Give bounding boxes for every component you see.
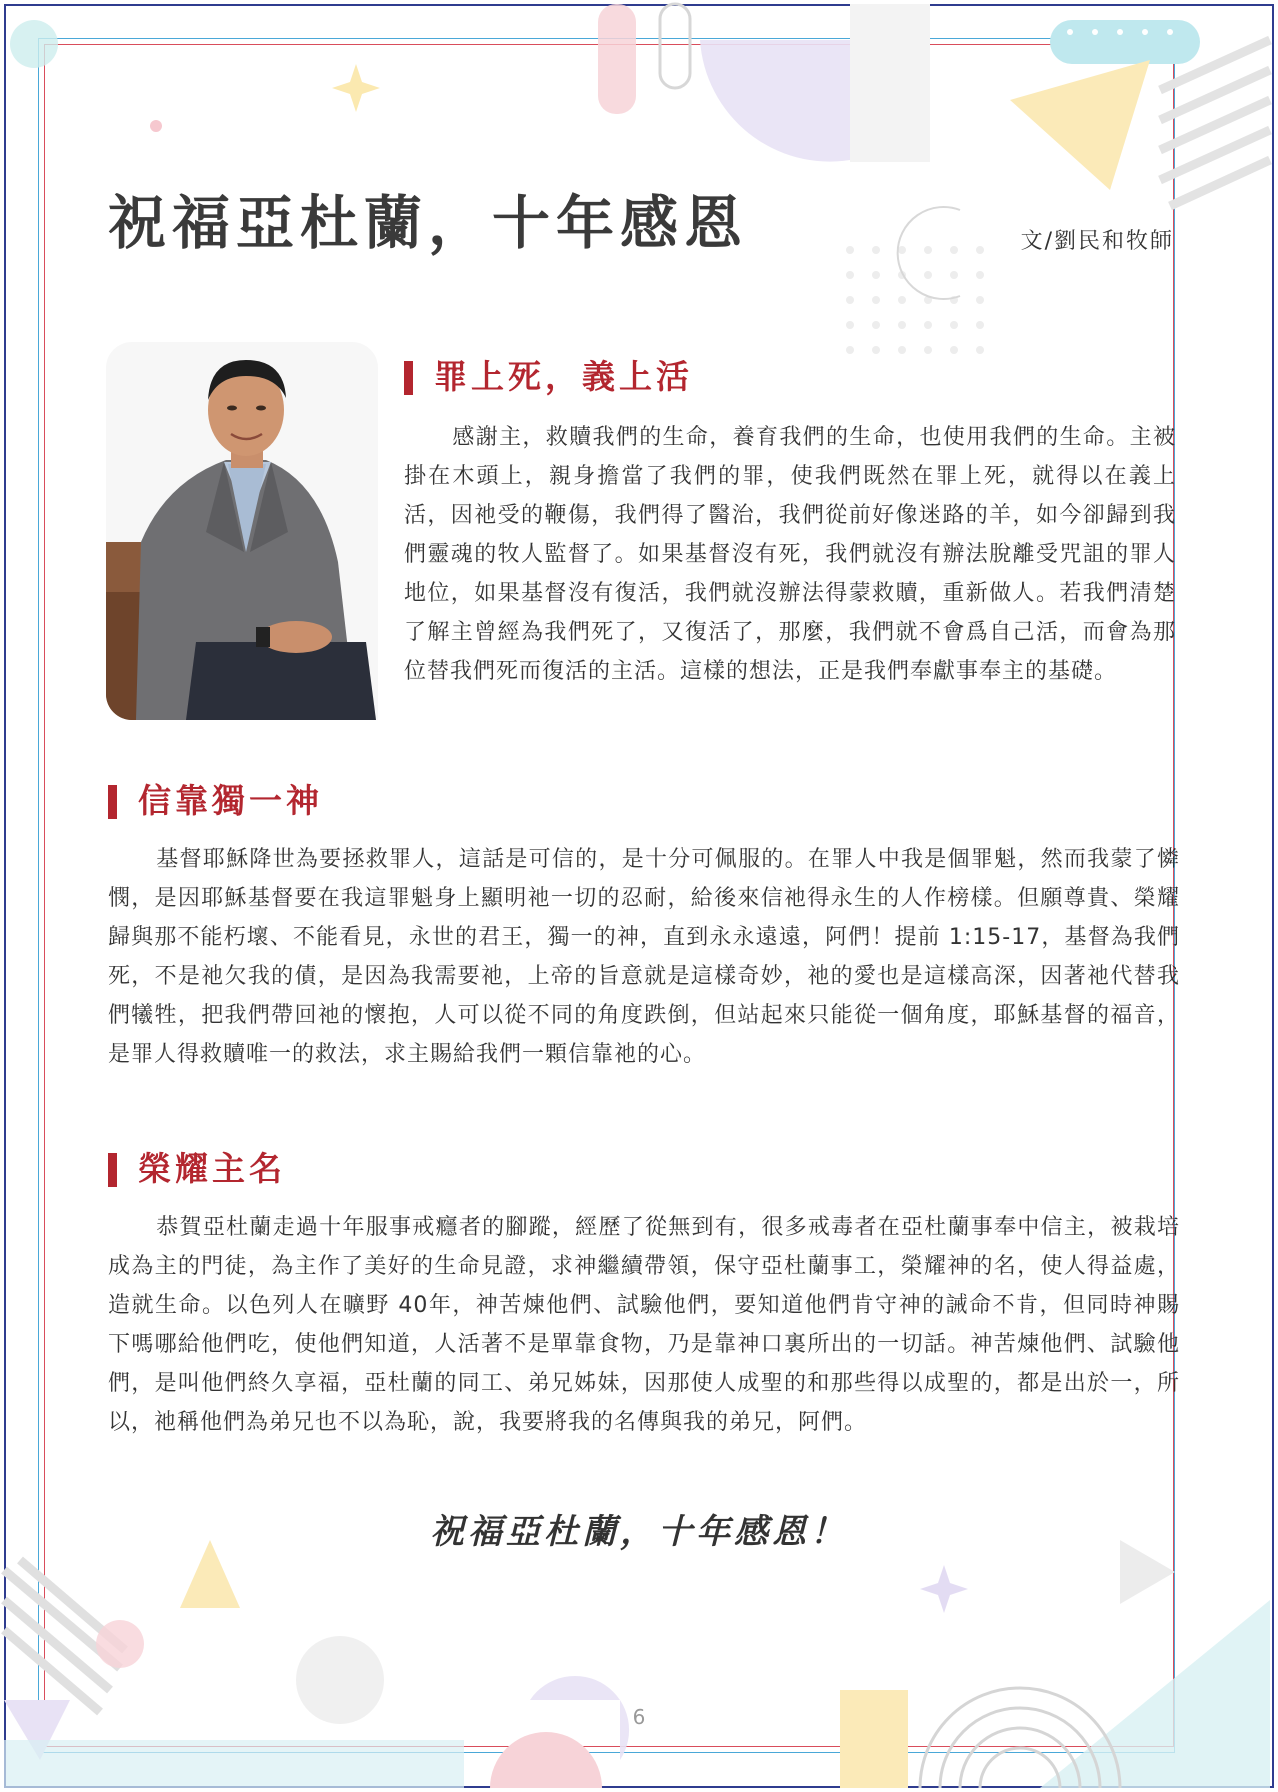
author-byline: 文/劉民和牧師	[1020, 229, 1174, 254]
closing-blessing: 祝福亞杜蘭，十年感恩！	[430, 1512, 848, 1552]
section-heading-3: 榮耀主名	[108, 1148, 286, 1190]
section-body-1: 感謝主，救贖我們的生命，養育我們的生命，也使用我們的生命。主被掛在木頭上，親身擔當了我們的罪，使我們既然在罪上死，就得以在義上活，因祂受的鞭傷，我們得了醫治，我們從前好像迷路的羊，如今卻歸到我們靈魂的牧人監督了。如果基督沒有死，我們就沒有辦法脫離受咒詛的罪人地位，如果基督沒有復活，我們就沒辦法得蒙救贖，重新做人。若我們清楚了解主曾經為我們死了，又復活了，那麼，我們就不會爲自己活，而會為那位替我們死而復活的主活。這樣的想法，正是我們奉獻事奉主的基礎。	[404, 425, 1176, 684]
section-heading-1: 罪上死，義上活	[404, 356, 693, 398]
section-body-3: 恭賀亞杜蘭走過十年服事戒癮者的腳蹤，經歷了從無到有，很多戒毒者在亞杜蘭事奉中信主，被栽培成為主的門徒，為主作了美好的生命見證，求神繼續帶領，保守亞杜蘭事工，榮耀神的名，使人得益處，造就生命。以色列人在曠野 40年，神苦煉他們、試驗他們，要知道他們肯守神的誡命不肯，但同時神賜下嗎哪給他們吃，使他們知道，人活著不是單靠食物，乃是靠神口裏所出的一切話。神苦煉他們、試驗他們，是叫他們終久享福，亞杜蘭的同工、弟兄姊妹，因那使人成聖的和那些得以成聖的，都是出於一，所以，祂稱他們為弟兄也不以為恥，說，我要將我的名傳與我的弟兄，阿們。	[108, 1215, 1180, 1435]
section-heading-2: 信靠獨一神	[108, 780, 323, 822]
page-number: 6	[632, 1705, 646, 1729]
section-body-2: 基督耶穌降世為要拯救罪人，這話是可信的，是十分可佩服的。在罪人中我是個罪魁，然而我蒙了憐憫，是因耶穌基督要在我這罪魁身上顯明祂一切的忍耐，給後來信祂得永生的人作榜樣。但願尊貴、榮耀歸與那不能朽壞、不能看見，永世的君王，獨一的神，直到永永遠遠，阿們！提前 1:15-17，基督為我們死，不是祂欠我的債，是因為我需要祂，上帝的旨意就是這樣奇妙，祂的愛也是這樣高深，因著祂代替我們犧牲，把我們帶回祂的懷抱，人可以從不同的角度跌倒，但站起來只能從一個角度，耶穌基督的福音，是罪人得救贖唯一的救法，求主賜給我們一顆信靠祂的心。	[108, 847, 1180, 1067]
author-photo	[106, 342, 378, 720]
page-title: 祝福亞杜蘭，十年感恩	[108, 189, 749, 257]
